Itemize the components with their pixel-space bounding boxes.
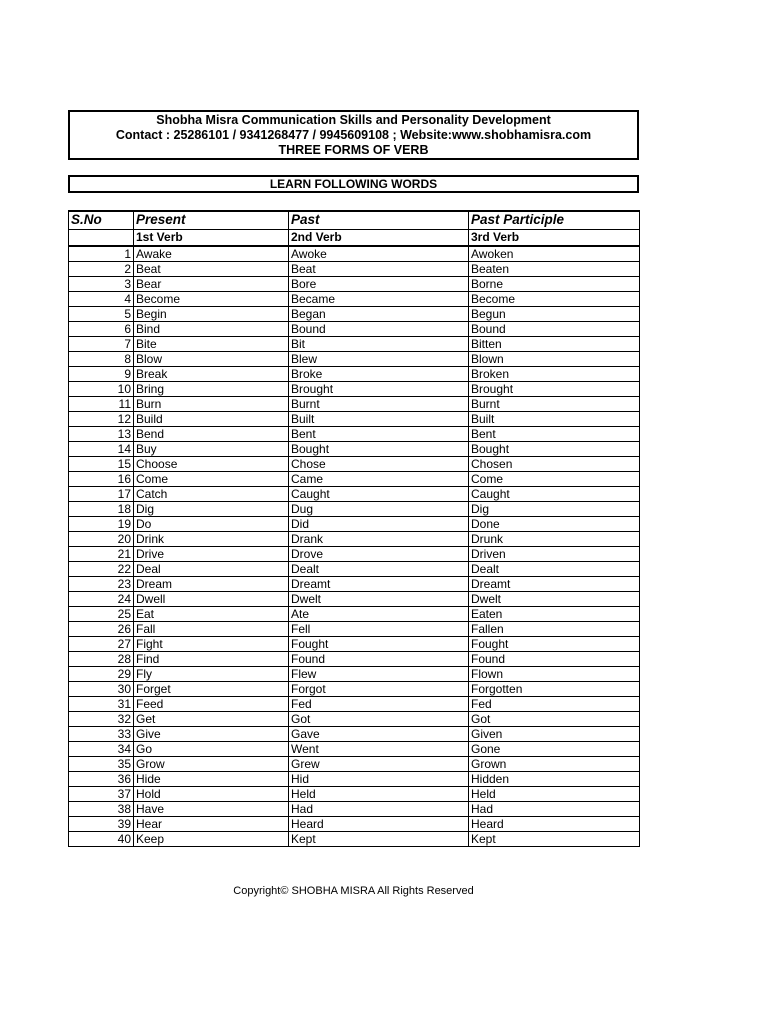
- table-row: [69, 757, 640, 772]
- cell-present: Bend: [134, 427, 289, 442]
- cell-past: Dreamt: [289, 577, 469, 592]
- cell-past: Fed: [289, 697, 469, 712]
- cell-sno: 5: [69, 307, 134, 322]
- cell-present: Become: [134, 292, 289, 307]
- cell-present: Feed: [134, 697, 289, 712]
- table-row: [69, 697, 640, 712]
- table-row: [69, 382, 640, 397]
- cell-past: Held: [289, 787, 469, 802]
- copyright-notice: Copyright© SHOBHA MISRA All Rights Reserved: [233, 885, 474, 897]
- cell-past: Came: [289, 472, 469, 487]
- cell-sno: 40: [69, 832, 134, 847]
- cell-sno: 17: [69, 487, 134, 502]
- cell-present: Keep: [134, 832, 289, 847]
- cell-sno: 8: [69, 352, 134, 367]
- cell-present: Fall: [134, 622, 289, 637]
- cell-past-participle: Fallen: [469, 622, 640, 637]
- cell-past: Forgot: [289, 682, 469, 697]
- cell-sno: 4: [69, 292, 134, 307]
- cell-past-participle: Come: [469, 472, 640, 487]
- table-row: [69, 667, 640, 682]
- cell-past-participle: Grown: [469, 757, 640, 772]
- cell-present: Hear: [134, 817, 289, 832]
- cell-present: Drive: [134, 547, 289, 562]
- cell-past-participle: Gone: [469, 742, 640, 757]
- cell-sno: 3: [69, 277, 134, 292]
- cell-past-participle: Chosen: [469, 457, 640, 472]
- cell-past-participle: Dreamt: [469, 577, 640, 592]
- table-row: [69, 577, 640, 592]
- cell-present: Fight: [134, 637, 289, 652]
- table-row: [69, 727, 640, 742]
- subheader-2nd-verb: 2nd Verb: [289, 229, 469, 246]
- cell-past-participle: Beaten: [469, 262, 640, 277]
- cell-past: Ate: [289, 607, 469, 622]
- cell-past-participle: Built: [469, 412, 640, 427]
- table-row: [69, 547, 640, 562]
- cell-present: Choose: [134, 457, 289, 472]
- cell-present: Dwell: [134, 592, 289, 607]
- cell-past-participle: Awoken: [469, 246, 640, 262]
- cell-past: Began: [289, 307, 469, 322]
- cell-past: Had: [289, 802, 469, 817]
- cell-past: Bit: [289, 337, 469, 352]
- cell-present: Bite: [134, 337, 289, 352]
- cell-present: Come: [134, 472, 289, 487]
- cell-past-participle: Bound: [469, 322, 640, 337]
- table-row: [69, 352, 640, 367]
- cell-past-participle: Begun: [469, 307, 640, 322]
- subheader-3rd-verb: 3rd Verb: [469, 229, 640, 246]
- cell-present: Buy: [134, 442, 289, 457]
- cell-sno: 13: [69, 427, 134, 442]
- table-row: [69, 637, 640, 652]
- cell-present: Have: [134, 802, 289, 817]
- table-subheader-row: [69, 229, 640, 246]
- table-row: [69, 517, 640, 532]
- table-row: [69, 262, 640, 277]
- cell-past-participle: Dig: [469, 502, 640, 517]
- cell-past-participle: Driven: [469, 547, 640, 562]
- cell-past: Drove: [289, 547, 469, 562]
- cell-past: Brought: [289, 382, 469, 397]
- subheader-sno: [69, 229, 134, 246]
- cell-present: Catch: [134, 487, 289, 502]
- cell-past: Burnt: [289, 397, 469, 412]
- cell-sno: 26: [69, 622, 134, 637]
- cell-sno: 7: [69, 337, 134, 352]
- cell-sno: 27: [69, 637, 134, 652]
- cell-sno: 2: [69, 262, 134, 277]
- cell-past: Became: [289, 292, 469, 307]
- cell-sno: 37: [69, 787, 134, 802]
- cell-present: Get: [134, 712, 289, 727]
- cell-past-participle: Dwelt: [469, 592, 640, 607]
- table-row: [69, 246, 640, 262]
- cell-past-participle: Given: [469, 727, 640, 742]
- cell-sno: 1: [69, 246, 134, 262]
- cell-sno: 9: [69, 367, 134, 382]
- cell-past-participle: Got: [469, 712, 640, 727]
- cell-past: Bent: [289, 427, 469, 442]
- cell-past: Gave: [289, 727, 469, 742]
- cell-past: Beat: [289, 262, 469, 277]
- table-row: [69, 307, 640, 322]
- cell-sno: 6: [69, 322, 134, 337]
- cell-sno: 19: [69, 517, 134, 532]
- cell-present: Awake: [134, 246, 289, 262]
- cell-past-participle: Had: [469, 802, 640, 817]
- table-row: [69, 592, 640, 607]
- cell-sno: 30: [69, 682, 134, 697]
- cell-past-participle: Eaten: [469, 607, 640, 622]
- cell-present: Beat: [134, 262, 289, 277]
- cell-past: Bore: [289, 277, 469, 292]
- cell-past-participle: Bought: [469, 442, 640, 457]
- cell-past-participle: Bent: [469, 427, 640, 442]
- cell-sno: 12: [69, 412, 134, 427]
- table-row: [69, 487, 640, 502]
- cell-past-participle: Caught: [469, 487, 640, 502]
- table-row: [69, 742, 640, 757]
- cell-sno: 23: [69, 577, 134, 592]
- table-row: [69, 472, 640, 487]
- cell-past: Flew: [289, 667, 469, 682]
- cell-past: Fought: [289, 637, 469, 652]
- table-row: [69, 787, 640, 802]
- cell-past: Broke: [289, 367, 469, 382]
- cell-sno: 24: [69, 592, 134, 607]
- cell-past: Blew: [289, 352, 469, 367]
- table-row: [69, 397, 640, 412]
- table-row: [69, 427, 640, 442]
- header-sno: S.No: [69, 211, 134, 229]
- cell-sno: 39: [69, 817, 134, 832]
- verb-table-body: [69, 211, 640, 847]
- cell-present: Forget: [134, 682, 289, 697]
- cell-past: Bound: [289, 322, 469, 337]
- cell-past: Found: [289, 652, 469, 667]
- cell-past: Dealt: [289, 562, 469, 577]
- cell-present: Bind: [134, 322, 289, 337]
- cell-past: Did: [289, 517, 469, 532]
- cell-past-participle: Dealt: [469, 562, 640, 577]
- cell-past: Hid: [289, 772, 469, 787]
- table-row: [69, 607, 640, 622]
- cell-past: Fell: [289, 622, 469, 637]
- table-row: [69, 442, 640, 457]
- cell-present: Bring: [134, 382, 289, 397]
- cell-sno: 20: [69, 532, 134, 547]
- cell-sno: 35: [69, 757, 134, 772]
- header-line-title: THREE FORMS OF VERB: [278, 143, 429, 157]
- header-line-organization: Shobha Misra Communication Skills and Personality Development: [156, 113, 551, 127]
- table-row: [69, 562, 640, 577]
- table-row: [69, 277, 640, 292]
- table-row: [69, 802, 640, 817]
- cell-present: Bear: [134, 277, 289, 292]
- cell-present: Deal: [134, 562, 289, 577]
- cell-past: Built: [289, 412, 469, 427]
- cell-sno: 36: [69, 772, 134, 787]
- cell-past: Heard: [289, 817, 469, 832]
- cell-past: Chose: [289, 457, 469, 472]
- table-header-row: [69, 211, 640, 229]
- header-line-contact: Contact : 25286101 / 9341268477 / 9945609108 ; Website:www.shobhamisra.com: [115, 128, 592, 142]
- cell-past: Bought: [289, 442, 469, 457]
- verb-table: [68, 210, 640, 847]
- cell-past: Got: [289, 712, 469, 727]
- cell-present: Grow: [134, 757, 289, 772]
- cell-present: Dig: [134, 502, 289, 517]
- cell-present: Build: [134, 412, 289, 427]
- cell-past-participle: Hidden: [469, 772, 640, 787]
- cell-past-participle: Found: [469, 652, 640, 667]
- header-past-participle: Past Participle: [469, 211, 640, 229]
- cell-present: Begin: [134, 307, 289, 322]
- cell-past-participle: Drunk: [469, 532, 640, 547]
- cell-past-participle: Brought: [469, 382, 640, 397]
- cell-sno: 33: [69, 727, 134, 742]
- learn-title: LEARN FOLLOWING WORDS: [68, 175, 639, 193]
- cell-sno: 21: [69, 547, 134, 562]
- cell-sno: 22: [69, 562, 134, 577]
- cell-present: Go: [134, 742, 289, 757]
- cell-past-participle: Become: [469, 292, 640, 307]
- table-row: [69, 682, 640, 697]
- cell-present: Break: [134, 367, 289, 382]
- cell-present: Hold: [134, 787, 289, 802]
- cell-past: Drank: [289, 532, 469, 547]
- cell-past: Caught: [289, 487, 469, 502]
- table-row: [69, 532, 640, 547]
- cell-present: Burn: [134, 397, 289, 412]
- cell-sno: 10: [69, 382, 134, 397]
- cell-past-participle: Forgotten: [469, 682, 640, 697]
- document-header: [68, 110, 639, 160]
- table-row: [69, 832, 640, 847]
- cell-past-participle: Held: [469, 787, 640, 802]
- table-row: [69, 622, 640, 637]
- cell-present: Give: [134, 727, 289, 742]
- table-row: [69, 457, 640, 472]
- subheader-1st-verb: 1st Verb: [134, 229, 289, 246]
- cell-present: Drink: [134, 532, 289, 547]
- table-row: [69, 367, 640, 382]
- table-row: [69, 817, 640, 832]
- cell-present: Dream: [134, 577, 289, 592]
- cell-past-participle: Done: [469, 517, 640, 532]
- cell-past-participle: Burnt: [469, 397, 640, 412]
- cell-past-participle: Heard: [469, 817, 640, 832]
- cell-sno: 14: [69, 442, 134, 457]
- cell-past-participle: Flown: [469, 667, 640, 682]
- table-row: [69, 772, 640, 787]
- cell-present: Hide: [134, 772, 289, 787]
- cell-past: Dug: [289, 502, 469, 517]
- cell-sno: 28: [69, 652, 134, 667]
- cell-sno: 11: [69, 397, 134, 412]
- cell-sno: 38: [69, 802, 134, 817]
- header-past: Past: [289, 211, 469, 229]
- table-row: [69, 337, 640, 352]
- table-row: [69, 322, 640, 337]
- cell-past-participle: Borne: [469, 277, 640, 292]
- cell-past: Dwelt: [289, 592, 469, 607]
- cell-sno: 25: [69, 607, 134, 622]
- cell-present: Find: [134, 652, 289, 667]
- cell-past-participle: Bitten: [469, 337, 640, 352]
- cell-sno: 16: [69, 472, 134, 487]
- cell-past: Went: [289, 742, 469, 757]
- cell-sno: 15: [69, 457, 134, 472]
- cell-present: Eat: [134, 607, 289, 622]
- cell-past-participle: Broken: [469, 367, 640, 382]
- cell-past: Awoke: [289, 246, 469, 262]
- cell-past: Kept: [289, 832, 469, 847]
- cell-past-participle: Kept: [469, 832, 640, 847]
- cell-past-participle: Blown: [469, 352, 640, 367]
- cell-sno: 18: [69, 502, 134, 517]
- cell-present: Do: [134, 517, 289, 532]
- cell-past-participle: Fought: [469, 637, 640, 652]
- cell-sno: 32: [69, 712, 134, 727]
- cell-sno: 34: [69, 742, 134, 757]
- table-row: [69, 652, 640, 667]
- cell-past-participle: Fed: [469, 697, 640, 712]
- table-row: [69, 502, 640, 517]
- cell-past: Grew: [289, 757, 469, 772]
- table-row: [69, 292, 640, 307]
- cell-present: Blow: [134, 352, 289, 367]
- table-row: [69, 412, 640, 427]
- cell-present: Fly: [134, 667, 289, 682]
- cell-sno: 29: [69, 667, 134, 682]
- cell-sno: 31: [69, 697, 134, 712]
- table-row: [69, 712, 640, 727]
- header-present: Present: [134, 211, 289, 229]
